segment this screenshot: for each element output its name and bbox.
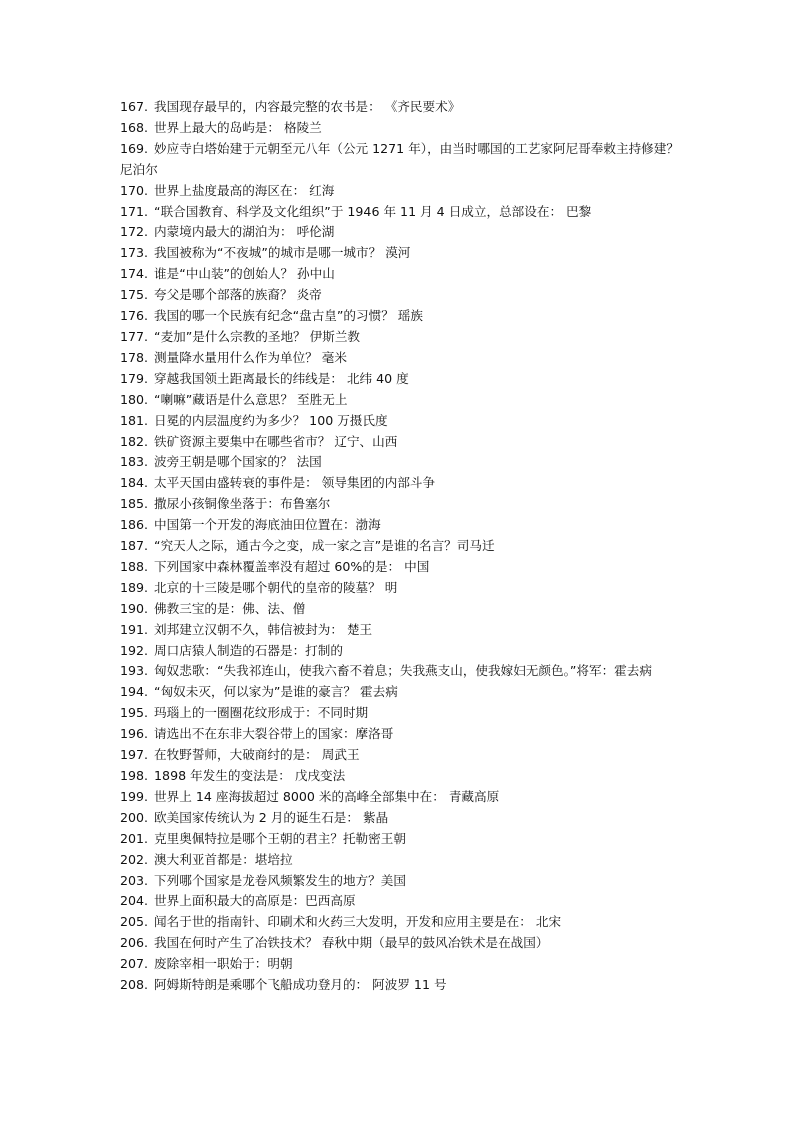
list-item — [120, 139, 680, 181]
list-item — [120, 661, 680, 682]
item-text: “联合国教育、科学及文化组织”于 1946 年 11 月 4 日成立，总部设在： 巴黎 — [154, 203, 592, 219]
list-item — [120, 369, 680, 390]
item-text: “究天人之际，通古今之变，成一家之言”是谁的名言？司马迁 — [154, 538, 495, 554]
list-item — [120, 536, 680, 557]
item-text: 波旁王朝是哪个国家的？ 法国 — [154, 454, 322, 470]
item-text: 克里奥佩特拉是哪个王朝的君主？托勒密王朝 — [154, 830, 406, 846]
item-number: 193. — [120, 663, 149, 679]
item-number: 171. — [120, 203, 149, 219]
list-item — [120, 202, 680, 223]
item-text: 我国现存最早的，内容最完整的农书是： 《齐民要术》 — [154, 99, 461, 114]
item-text: 在牧野誓师，大破商纣的是： 周武王 — [154, 747, 360, 763]
item-text: 夸父是哪个部落的族裔？ 炎帝 — [154, 287, 322, 303]
list-item — [120, 494, 680, 515]
item-number: 190. — [120, 600, 149, 616]
list-item — [120, 390, 680, 411]
item-number: 172. — [120, 224, 149, 240]
item-text: 废除宰相一职始于：明朝 — [154, 956, 293, 972]
item-number: 185. — [120, 496, 149, 512]
list-item — [120, 954, 680, 975]
list-item — [120, 787, 680, 808]
item-number: 195. — [120, 705, 149, 721]
item-text: 太平天国由盛转衰的事件是： 领导集团的内部斗争 — [154, 475, 436, 491]
item-number: 194. — [120, 684, 149, 700]
item-number: 205. — [120, 914, 149, 930]
item-number: 206. — [120, 935, 149, 951]
item-number: 175. — [120, 287, 149, 303]
list-item — [120, 975, 680, 996]
item-number: 189. — [120, 579, 149, 595]
item-text: 闻名于世的指南针、印刷术和火药三大发明，开发和应用主要是在： 北宋 — [154, 914, 562, 930]
item-number: 170. — [120, 182, 149, 198]
list-item — [120, 599, 680, 620]
item-number: 181. — [120, 412, 149, 428]
list-item — [120, 306, 680, 327]
item-text: 玛瑙上的一圈圈花纹形成于：不同时期 — [154, 705, 369, 721]
list-item — [120, 118, 680, 139]
list-item — [120, 620, 680, 641]
list-item — [120, 243, 680, 264]
list-item — [120, 891, 680, 912]
list-item — [120, 808, 680, 829]
item-text: 1898 年发生的变法是： 戊戌变法 — [154, 768, 346, 783]
list-item — [120, 829, 680, 850]
item-text: 中国第一个开发的海底油田位置在：渤海 — [154, 517, 381, 533]
item-text: 日冕的内层温度约为多少？ 100 万摄氏度 — [154, 412, 388, 428]
item-number: 167. — [120, 99, 149, 114]
item-text: 世界上 14 座海拔超过 8000 米的高峰全部集中在： 青藏高原 — [154, 788, 500, 804]
item-text: 测量降水量用什么作为单位？ 毫米 — [154, 349, 347, 365]
item-number: 207. — [120, 956, 149, 972]
item-number: 191. — [120, 621, 149, 637]
list-item — [120, 724, 680, 745]
item-text: 刘邦建立汉朝不久，韩信被封为： 楚王 — [154, 621, 373, 637]
item-number: 186. — [120, 517, 149, 533]
item-number: 187. — [120, 538, 149, 554]
list-item — [120, 933, 680, 954]
item-text: “喇嘛”藏语是什么意思？ 至胜无上 — [154, 391, 348, 407]
item-text: 北京的十三陵是哪个朝代的皇帝的陵墓？ 明 — [154, 579, 398, 595]
list-item — [120, 682, 680, 703]
list-item — [120, 222, 680, 243]
item-text: 我国在何时产生了冶铁技术？ 春秋中期（最早的鼓风冶铁术是在战国） — [154, 935, 549, 951]
item-text: 请选出不在东非大裂谷带上的国家：摩洛哥 — [154, 726, 394, 742]
list-item — [120, 912, 680, 933]
item-text: 内蒙境内最大的湖泊为： 呼伦湖 — [154, 224, 335, 240]
item-number: 173. — [120, 245, 149, 261]
item-number: 182. — [120, 433, 149, 449]
list-item — [120, 97, 680, 118]
list-item — [120, 432, 680, 453]
list-item — [120, 641, 680, 662]
item-text: 妙应寺白塔始建于元朝至元八年（公元 1271 年），由当时哪国的工艺家阿尼哥奉敕主持修建？ 尼泊尔 — [120, 140, 679, 177]
item-number: 177. — [120, 328, 149, 344]
item-text: “麦加”是什么宗教的圣地？ 伊斯兰教 — [154, 328, 361, 344]
list-item — [120, 515, 680, 536]
list-item — [120, 327, 680, 348]
list-item — [120, 181, 680, 202]
item-text: 世界上最大的岛屿是： 格陵兰 — [154, 119, 322, 135]
item-number: 183. — [120, 454, 149, 470]
item-number: 199. — [120, 788, 149, 804]
item-number: 204. — [120, 893, 149, 909]
item-text: 下列国家中森林覆盖率没有超过 60%的是： 中国 — [154, 558, 430, 574]
list-item — [120, 264, 680, 285]
list-item — [120, 452, 680, 473]
list-item — [120, 348, 680, 369]
item-text: 阿姆斯特朗是乘哪个飞船成功登月的： 阿波罗 11 号 — [154, 977, 447, 993]
list-item — [120, 850, 680, 871]
list-item — [120, 578, 680, 599]
item-number: 197. — [120, 747, 149, 763]
list-item — [120, 557, 680, 578]
item-number: 169. — [120, 140, 149, 156]
item-number: 176. — [120, 308, 149, 324]
item-number: 208. — [120, 977, 149, 993]
list-item — [120, 473, 680, 494]
list-item — [120, 411, 680, 432]
item-text: 佛教三宝的是：佛、法、僧 — [154, 600, 306, 616]
item-number: 202. — [120, 851, 149, 867]
item-number: 203. — [120, 872, 149, 888]
item-text: 欧美国家传统认为 2 月的诞生石是： 紫晶 — [154, 809, 389, 825]
item-number: 201. — [120, 830, 149, 846]
item-text: 我国的哪一个民族有纪念“盘古皇”的习惯？ 瑶族 — [154, 308, 423, 324]
list-item — [120, 285, 680, 306]
item-number: 196. — [120, 726, 149, 742]
item-number: 179. — [120, 370, 149, 386]
item-text: 匈奴悲歌：“失我祁连山，使我六畜不着息；失我燕支山，使我嫁妇无颜色。”将军：霍去病 — [154, 663, 652, 679]
list-item — [120, 766, 680, 787]
list-item — [120, 703, 680, 724]
list-item — [120, 871, 680, 892]
item-text: 谁是“中山装”的创始人？ 孙中山 — [154, 266, 335, 282]
item-text: “匈奴未灭，何以家为”是谁的豪言？ 霍去病 — [154, 684, 398, 700]
item-text: 世界上面积最大的高原是：巴西高原 — [154, 893, 356, 909]
item-text: 铁矿资源主要集中在哪些省市？ 辽宁、山西 — [154, 433, 398, 449]
item-text: 撒尿小孩铜像坐落于：布鲁塞尔 — [154, 496, 331, 512]
item-text: 世界上盐度最高的海区在： 红海 — [154, 182, 335, 198]
item-text: 穿越我国领土距离最长的纬线是： 北纬 40 度 — [154, 370, 409, 386]
item-number: 184. — [120, 475, 149, 491]
item-text: 周口店猿人制造的石器是：打制的 — [154, 642, 343, 658]
item-number: 174. — [120, 266, 149, 282]
item-text: 下列哪个国家是龙卷风频繁发生的地方？美国 — [154, 872, 406, 888]
item-number: 168. — [120, 119, 149, 135]
item-number: 178. — [120, 349, 149, 365]
item-number: 192. — [120, 642, 149, 658]
question-list — [120, 97, 680, 996]
item-text: 澳大利亚首都是：堪培拉 — [154, 851, 293, 867]
item-number: 200. — [120, 809, 149, 825]
item-number: 198. — [120, 768, 149, 783]
item-text: 我国被称为“不夜城”的城市是哪一城市？ 漠河 — [154, 245, 411, 261]
item-number: 188. — [120, 558, 149, 574]
list-item — [120, 745, 680, 766]
item-number: 180. — [120, 391, 149, 407]
